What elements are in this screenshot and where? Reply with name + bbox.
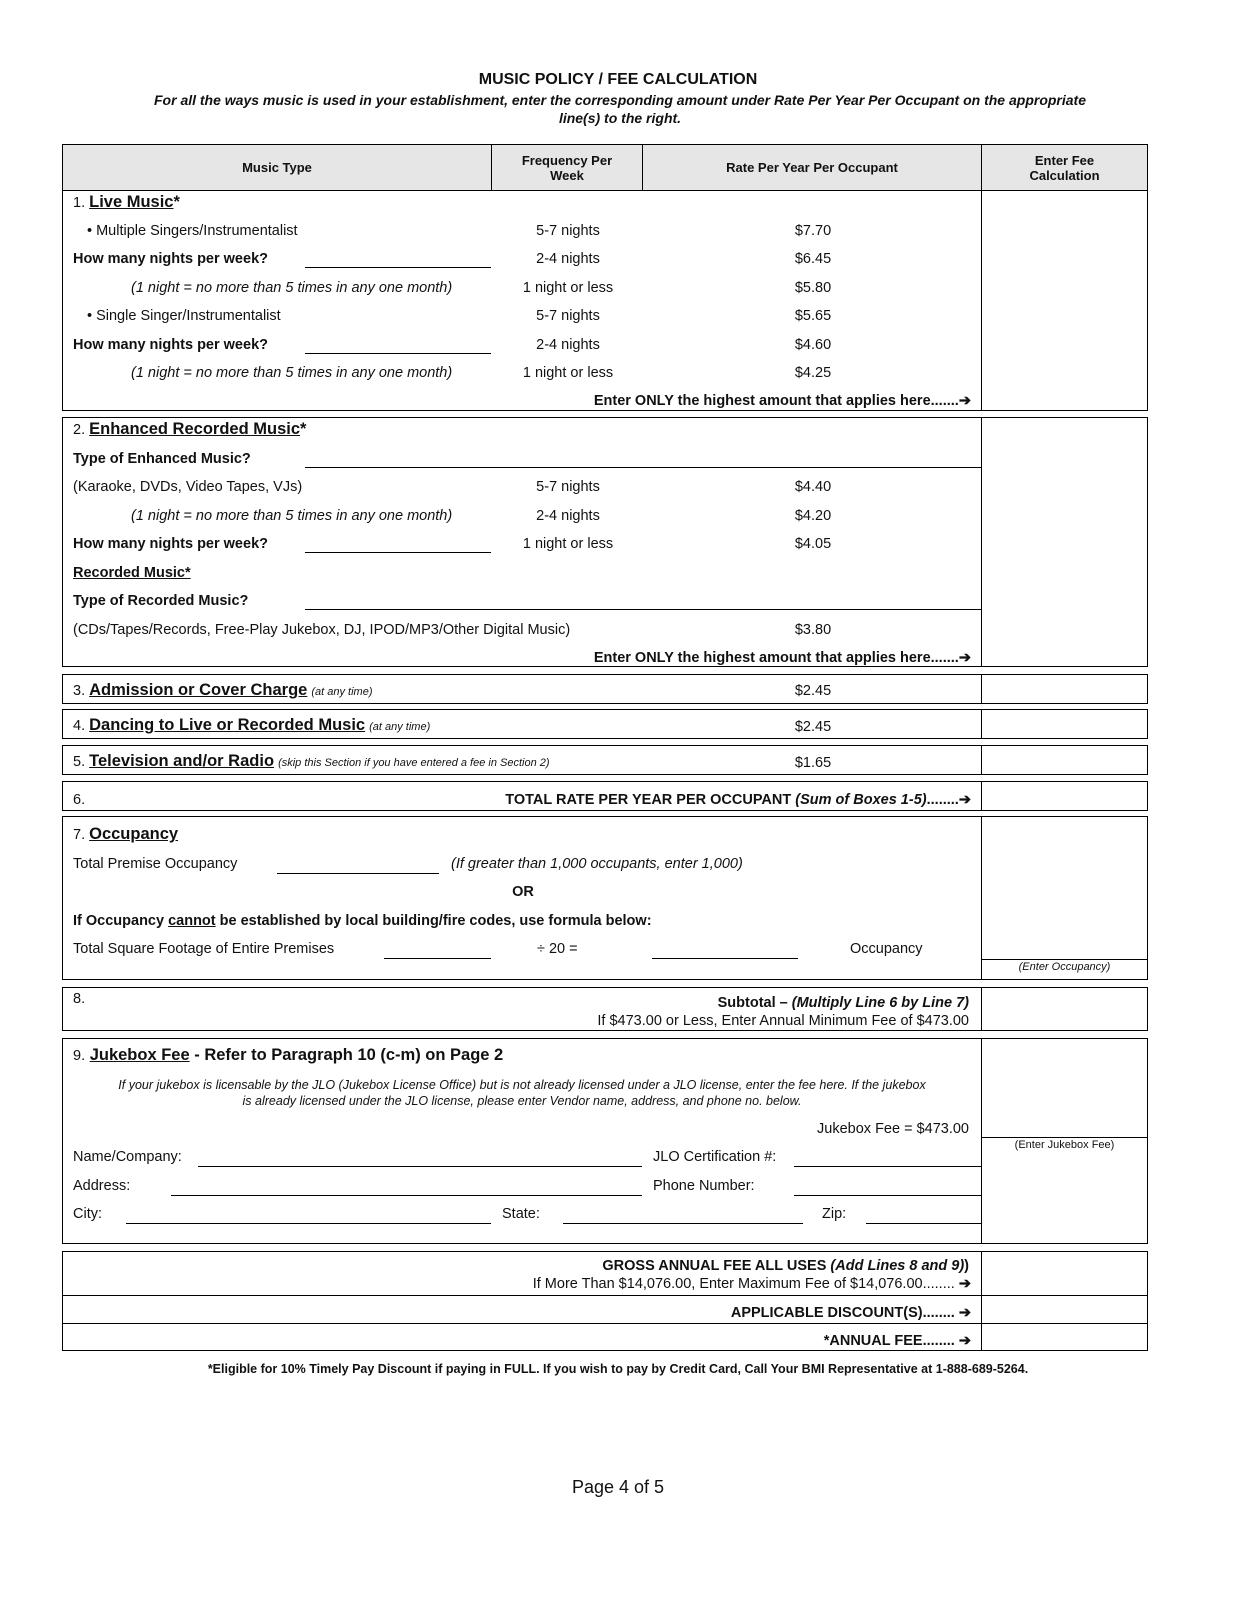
s8-num: 8. — [73, 991, 86, 1007]
s2-type-question: Type of Enhanced Music? — [73, 451, 251, 467]
s2-rate-1: $4.20 — [794, 508, 832, 524]
s9-state-label: State: — [502, 1206, 540, 1222]
header-music-type: Music Type — [63, 145, 492, 190]
s2-freq-2: 1 night or less — [522, 536, 614, 552]
header-enter-fee: Enter Fee Calculation — [1029, 152, 1100, 183]
s1-rate-1: $6.45 — [794, 251, 832, 267]
s1-single-label: • Single Singer/Instrumentalist — [87, 308, 281, 324]
s1-nights-input-2[interactable] — [305, 353, 491, 354]
s2-rate-0: $4.40 — [794, 479, 832, 495]
s9-state-input[interactable] — [563, 1223, 803, 1224]
s9-city-input[interactable] — [126, 1223, 491, 1224]
s3-rate: $2.45 — [794, 683, 832, 699]
arrow-right-icon: ➔ — [958, 1305, 971, 1321]
header-frequency: Frequency Per Week — [492, 145, 643, 190]
s6-note: (Sum of Boxes 1-5) — [795, 792, 927, 808]
s7-greater-note: (If greater than 1,000 occupants, enter 1,000) — [451, 856, 743, 872]
s1-title: Live Music — [89, 193, 174, 211]
s9-jlo-label: JLO Certification #: — [653, 1149, 777, 1165]
s7-num: 7. — [73, 827, 86, 843]
gross-fee-input[interactable] — [982, 1252, 1147, 1295]
discount-input[interactable] — [982, 1296, 1147, 1323]
s3-note: (at any time) — [311, 686, 373, 698]
s8-subtotal-note: (Multiply Line 6 by Line 7) — [791, 995, 969, 1011]
section-live-music — [62, 144, 1148, 411]
s4-title: Dancing to Live or Recorded Music — [89, 716, 366, 734]
s7-occupancy-label: Occupancy — [850, 941, 923, 957]
discount-label: APPLICABLE DISCOUNT(S)........ — [730, 1305, 955, 1321]
s8-subtotal: Subtotal – — [717, 995, 788, 1011]
s1-how-many-1: How many nights per week? — [73, 251, 268, 267]
s7-cannot: cannot — [168, 913, 216, 929]
s1-num: 1. — [73, 195, 86, 211]
s8-fee-input[interactable] — [982, 988, 1147, 1030]
s7-occupancy-input[interactable] — [277, 873, 439, 874]
s8-minimum: If $473.00 or Less, Enter Annual Minimum Fee of $473.00 — [597, 1013, 969, 1029]
s1-freq-1: 2-4 nights — [536, 251, 600, 267]
s1-star: * — [173, 193, 180, 211]
s6-fee-input[interactable] — [982, 782, 1147, 810]
s7-result-input[interactable] — [652, 958, 798, 959]
s1-freq-4: 2-4 nights — [536, 337, 600, 353]
annual-fee-input[interactable] — [982, 1324, 1147, 1350]
s9-zip-input[interactable] — [866, 1223, 981, 1224]
s2-note: (1 night = no more than 5 times in any one month) — [131, 508, 453, 524]
s4-fee-input[interactable] — [982, 710, 1147, 738]
s1-note-1: (1 night = no more than 5 times in any one month) — [131, 280, 453, 296]
s3-fee-input[interactable] — [982, 675, 1147, 703]
s2-examples: (Karaoke, DVDs, Video Tapes, VJs) — [73, 479, 303, 495]
s9-num: 9. — [73, 1048, 86, 1064]
s2-recorded-type-input[interactable] — [305, 609, 981, 610]
s3-title: Admission or Cover Charge — [89, 681, 308, 699]
s7-sqft-label: Total Square Footage of Entire Premises — [73, 941, 335, 957]
s7-or: OR — [512, 884, 534, 900]
s9-jukebox-fee: Jukebox Fee = $473.00 — [817, 1121, 969, 1137]
gross-maximum: If More Than $14,076.00, Enter Maximum Fee of $14,076.00........ — [532, 1276, 955, 1292]
footer-note: *Eligible for 10% Timely Pay Discount if paying in FULL. If you wish to pay by Credit Card, Call Your BMI Representative at 1-888-689-5264. — [207, 1362, 1029, 1376]
arrow-right-icon: ➔ — [958, 1333, 971, 1349]
s2-recorded-music: Recorded Music* — [73, 565, 191, 581]
page-title: MUSIC POLICY / FEE CALCULATION — [478, 71, 758, 88]
s7-if-post: be established by local building/fire codes, use formula below: — [215, 913, 652, 929]
s2-type-input[interactable] — [305, 467, 981, 468]
s9-ref: - Refer to Paragraph 10 (c-m) on Page 2 — [189, 1046, 504, 1064]
section-dancing — [62, 709, 1148, 739]
s9-zip-label: Zip: — [822, 1206, 847, 1222]
s2-freq-1: 2-4 nights — [536, 508, 600, 524]
s1-rate-3: $5.65 — [794, 308, 832, 324]
s2-type-recorded: Type of Recorded Music? — [73, 593, 249, 609]
s1-freq-2: 1 night or less — [522, 280, 614, 296]
s7-divide: ÷ 20 = — [537, 941, 578, 957]
s5-fee-input[interactable] — [982, 746, 1147, 774]
s7-title: Occupancy — [89, 825, 179, 843]
s2-enter-only: Enter ONLY the highest amount that applies here....... — [593, 650, 959, 666]
s6-dots: ........ — [926, 792, 959, 808]
s7-fee-input[interactable] — [982, 817, 1147, 959]
arrow-right-icon: ➔ — [958, 650, 971, 666]
s2-how-many: How many nights per week? — [73, 536, 268, 552]
arrow-right-icon: ➔ — [958, 393, 971, 409]
s5-note: (skip this Section if you have entered a fee in Section 2) — [278, 757, 550, 769]
s9-city-label: City: — [73, 1206, 102, 1222]
s1-rate-0: $7.70 — [794, 223, 832, 239]
section-admission — [62, 674, 1148, 704]
section-television-radio — [62, 745, 1148, 775]
s1-rate-2: $5.80 — [794, 280, 832, 296]
s1-freq-3: 5-7 nights — [536, 308, 600, 324]
s5-num: 5. — [73, 754, 86, 770]
s9-title: Jukebox Fee — [89, 1046, 190, 1064]
section-totals: GROSS ANNUAL FEE ALL USES (Add Lines 8 and 9)) If More Than $14,076.00, Enter Maximum Fee of $14,076.00........ ➔ APPLICABLE DISCOUNT(S)........ ➔ *ANNUAL FEE........ ➔ — [62, 1251, 1148, 1351]
s4-num: 4. — [73, 718, 86, 734]
s9-address-label: Address: — [73, 1178, 131, 1194]
s2-fee-input[interactable] — [982, 418, 1147, 666]
gross-note: (Add Lines 8 and 9) — [830, 1258, 965, 1274]
s4-rate: $2.45 — [794, 719, 832, 735]
section-occupancy — [62, 816, 1148, 980]
s7-enter-occupancy: (Enter Occupancy) — [1018, 961, 1111, 973]
section-subtotal — [62, 987, 1148, 1031]
s1-nights-input-1[interactable] — [305, 267, 491, 268]
gross-label: GROSS ANNUAL FEE ALL USES — [602, 1258, 827, 1274]
arrow-right-icon: ➔ — [958, 1276, 971, 1292]
section-jukebox-fee — [62, 1038, 1148, 1244]
s9-jlo-input[interactable] — [794, 1166, 981, 1167]
s4-note: (at any time) — [369, 721, 431, 733]
s7-if-pre: If Occupancy — [73, 913, 169, 929]
s1-fee-input[interactable] — [982, 190, 1147, 410]
s9-name-label: Name/Company: — [73, 1149, 182, 1165]
s3-num: 3. — [73, 683, 86, 699]
s1-enter-only: Enter ONLY the highest amount that applies here....... — [593, 393, 959, 409]
s2-star: * — [300, 420, 307, 438]
s1-freq-5: 1 night or less — [522, 365, 614, 381]
s9-enter-fee: (Enter Jukebox Fee) — [1014, 1139, 1115, 1151]
s5-rate: $1.65 — [794, 755, 832, 771]
s9-desc-2: is already licensed under the JLO license, please enter Vendor name, address, and phone no. below. — [242, 1094, 802, 1108]
s2-num: 2. — [73, 422, 86, 438]
s9-fee-input[interactable] — [982, 1039, 1147, 1137]
s2-nights-input[interactable] — [305, 552, 491, 553]
s1-rate-4: $4.60 — [794, 337, 832, 353]
section-enhanced-recorded-music — [62, 417, 1148, 667]
s2-recorded-rate: $3.80 — [794, 622, 832, 638]
s2-rate-2: $4.05 — [794, 536, 832, 552]
s7-total-premise: Total Premise Occupancy — [73, 856, 238, 872]
s9-phone-label: Phone Number: — [653, 1178, 755, 1194]
s9-name-input[interactable] — [198, 1166, 642, 1167]
s6-num: 6. — [73, 792, 86, 808]
s9-desc-1: If your jukebox is licensable by the JLO (Jukebox License Office) but is not already licensed under a JLO license, enter the fee here. If the jukebox — [118, 1078, 926, 1092]
section-total-rate — [62, 781, 1148, 811]
page-number: Page 4 of 5 — [571, 1477, 665, 1497]
s1-multiple-label: • Multiple Singers/Instrumentalist — [87, 223, 298, 239]
page-subtitle: For all the ways music is used in your establishment, enter the corresponding amount under Rate Per Year Per Occupant on the appropriate line(s) to the right. — [154, 92, 1086, 126]
s1-rate-5: $4.25 — [794, 365, 832, 381]
s5-title: Television and/or Radio — [89, 752, 275, 770]
s2-freq-0: 5-7 nights — [536, 479, 600, 495]
s1-note-2: (1 night = no more than 5 times in any one month) — [131, 365, 453, 381]
table-header — [63, 145, 1147, 191]
header-rate: Rate Per Year Per Occupant — [643, 145, 982, 190]
s9-phone-input[interactable] — [794, 1195, 981, 1196]
arrow-right-icon: ➔ — [958, 792, 971, 808]
s7-sqft-input[interactable] — [384, 958, 491, 959]
s2-recorded-examples: (CDs/Tapes/Records, Free-Play Jukebox, DJ, IPOD/MP3/Other Digital Music) — [73, 622, 571, 638]
s2-title: Enhanced Recorded Music — [89, 420, 301, 438]
annual-fee-label: *ANNUAL FEE........ — [823, 1333, 955, 1349]
s9-address-input[interactable] — [171, 1195, 642, 1196]
s1-freq-0: 5-7 nights — [536, 223, 600, 239]
s6-label: TOTAL RATE PER YEAR PER OCCUPANT — [505, 792, 792, 808]
s1-how-many-2: How many nights per week? — [73, 337, 268, 353]
